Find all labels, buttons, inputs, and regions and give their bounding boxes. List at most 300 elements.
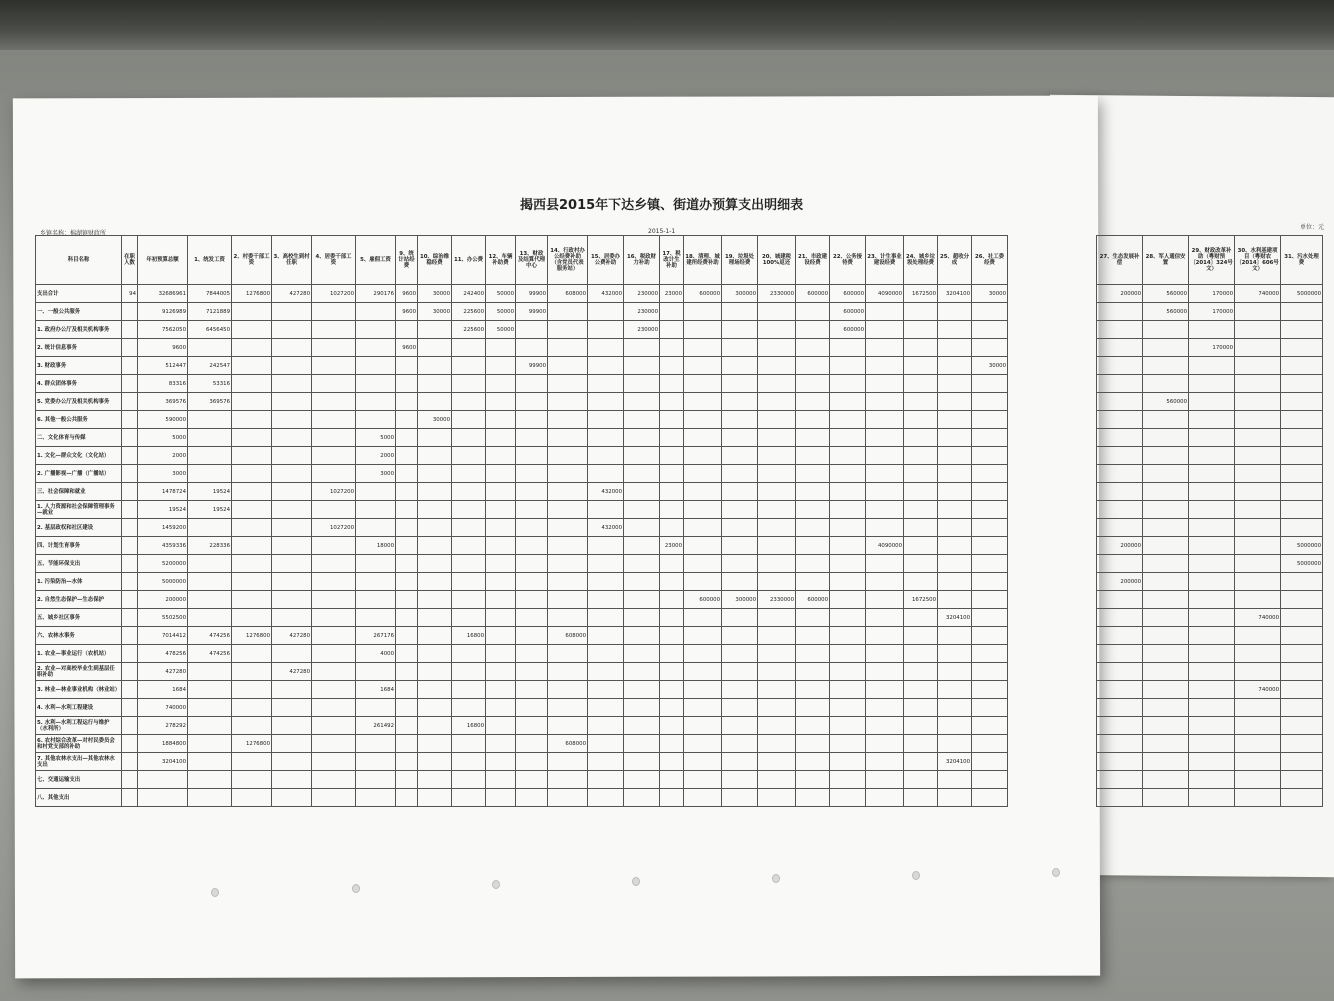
- row-label: 2. 自然生态保护—生态保护: [36, 591, 122, 609]
- table-cell: [312, 321, 356, 339]
- table-cell: 18000: [356, 537, 396, 555]
- table-row: [36, 357, 1008, 375]
- table-cell: [904, 663, 938, 681]
- table-cell: [548, 375, 588, 393]
- table-cell: [418, 537, 452, 555]
- table-cell: [396, 771, 418, 789]
- table-row: [1097, 609, 1323, 627]
- table-cell: [486, 789, 516, 807]
- table-cell: [452, 645, 486, 663]
- table-cell: [188, 411, 232, 429]
- table-cell: [232, 573, 272, 591]
- table-cell: [830, 357, 866, 375]
- table-cell: [418, 591, 452, 609]
- table-cell: [684, 789, 722, 807]
- table-cell: [588, 393, 624, 411]
- table-cell: 99900: [516, 303, 548, 321]
- table-cell: [452, 771, 486, 789]
- table-cell: [938, 555, 972, 573]
- table-cell: [938, 537, 972, 555]
- table-cell: [624, 357, 660, 375]
- table-cell: [1143, 681, 1189, 699]
- table-cell: [796, 789, 830, 807]
- table-cell: [516, 483, 548, 501]
- table-cell: 2330000: [758, 591, 796, 609]
- table-cell: [722, 483, 758, 501]
- table-cell: 242547: [188, 357, 232, 375]
- table-cell: [1097, 429, 1143, 447]
- table-cell: [312, 501, 356, 519]
- table-cell: [684, 393, 722, 411]
- table-cell: [1143, 663, 1189, 681]
- table-cell: [796, 357, 830, 375]
- table-row: [36, 285, 1008, 303]
- table-cell: [232, 753, 272, 771]
- table-cell: [1235, 321, 1281, 339]
- row-label: 2. 广播影视—广播（广播站）: [36, 465, 122, 483]
- table-cell: 50000: [486, 285, 516, 303]
- table-cell: [972, 303, 1008, 321]
- table-cell: [938, 681, 972, 699]
- table-cell: [904, 357, 938, 375]
- table-cell: [312, 681, 356, 699]
- row-label: 1. 人力资源和社会保障管理事务—就业: [36, 501, 122, 519]
- table-cell: [972, 753, 1008, 771]
- table-cell: [418, 717, 452, 735]
- table-cell: 261492: [356, 717, 396, 735]
- table-cell: 50000: [486, 303, 516, 321]
- table-row: [36, 303, 1008, 321]
- table-cell: [548, 771, 588, 789]
- table-cell: [272, 411, 312, 429]
- table-cell: [272, 321, 312, 339]
- table-cell: 7121889: [188, 303, 232, 321]
- table-cell: [1143, 627, 1189, 645]
- table-cell: [1097, 717, 1143, 735]
- table-cell: 170000: [1189, 339, 1235, 357]
- table-cell: [758, 501, 796, 519]
- table-cell: [866, 573, 904, 591]
- table-cell: [972, 339, 1008, 357]
- table-cell: [516, 735, 548, 753]
- table-cell: [938, 411, 972, 429]
- table-cell: 30000: [418, 411, 452, 429]
- table-cell: [722, 699, 758, 717]
- table-cell: [516, 339, 548, 357]
- table-cell: [1235, 357, 1281, 375]
- table-cell: [758, 717, 796, 735]
- table-cell: [1235, 627, 1281, 645]
- table-cell: [684, 663, 722, 681]
- table-cell: [418, 321, 452, 339]
- row-label: 4. 群众团体事务: [36, 375, 122, 393]
- table-cell: [588, 375, 624, 393]
- table-cell: [548, 303, 588, 321]
- table-cell: [312, 573, 356, 591]
- table-cell: [1281, 573, 1323, 591]
- table-cell: [356, 699, 396, 717]
- table-cell: [660, 753, 684, 771]
- table-cell: [624, 501, 660, 519]
- table-cell: [122, 465, 138, 483]
- table-cell: [1143, 699, 1189, 717]
- table-cell: [758, 735, 796, 753]
- table-cell: [312, 735, 356, 753]
- table-cell: 7014412: [138, 627, 188, 645]
- table-cell: 170000: [1189, 303, 1235, 321]
- table-cell: 230000: [624, 303, 660, 321]
- table-cell: [660, 357, 684, 375]
- table-cell: [624, 789, 660, 807]
- table-cell: [418, 627, 452, 645]
- budget-table: [35, 235, 1008, 807]
- table-cell: [904, 321, 938, 339]
- table-cell: [452, 699, 486, 717]
- table-cell: [722, 303, 758, 321]
- table-cell: [758, 321, 796, 339]
- table-cell: 1276800: [232, 285, 272, 303]
- table-cell: [758, 627, 796, 645]
- table-cell: [866, 591, 904, 609]
- table-cell: [684, 681, 722, 699]
- table-row: [1097, 735, 1323, 753]
- column-header: 1、统发工资: [188, 236, 232, 285]
- table-cell: [418, 771, 452, 789]
- table-cell: [866, 429, 904, 447]
- table-cell: [796, 483, 830, 501]
- column-header: 22、公务接待费: [830, 236, 866, 285]
- table-cell: [418, 339, 452, 357]
- table-cell: [866, 447, 904, 465]
- table-cell: [418, 375, 452, 393]
- table-cell: [684, 465, 722, 483]
- table-cell: [972, 519, 1008, 537]
- table-cell: [232, 519, 272, 537]
- table-cell: [1189, 609, 1235, 627]
- table-cell: [972, 411, 1008, 429]
- table-cell: [758, 789, 796, 807]
- table-cell: [1189, 393, 1235, 411]
- table-cell: [660, 609, 684, 627]
- table-cell: [1189, 465, 1235, 483]
- table-cell: [1143, 645, 1189, 663]
- table-cell: [830, 753, 866, 771]
- table-cell: [232, 609, 272, 627]
- table-cell: [122, 393, 138, 411]
- table-cell: [516, 663, 548, 681]
- table-cell: [452, 339, 486, 357]
- table-cell: [486, 645, 516, 663]
- table-cell: [396, 609, 418, 627]
- table-cell: [452, 465, 486, 483]
- township-label: 乡镇名称：棉湖镇财政所: [40, 230, 107, 237]
- table-cell: [722, 519, 758, 537]
- table-cell: [830, 555, 866, 573]
- table-cell: [972, 429, 1008, 447]
- table-cell: [516, 519, 548, 537]
- table-cell: 1459200: [138, 519, 188, 537]
- table-cell: [796, 501, 830, 519]
- table-cell: [272, 393, 312, 411]
- table-row: [1097, 339, 1323, 357]
- table-cell: [548, 321, 588, 339]
- table-cell: [312, 339, 356, 357]
- table-cell: [396, 789, 418, 807]
- table-cell: 512447: [138, 357, 188, 375]
- table-cell: [418, 501, 452, 519]
- table-cell: [972, 699, 1008, 717]
- table-cell: [830, 645, 866, 663]
- table-cell: [122, 735, 138, 753]
- table-row: [36, 375, 1008, 393]
- table-cell: [1143, 555, 1189, 573]
- table-cell: 242400: [452, 285, 486, 303]
- table-cell: 200000: [138, 591, 188, 609]
- table-cell: [684, 321, 722, 339]
- table-cell: [312, 717, 356, 735]
- table-cell: [122, 573, 138, 591]
- table-cell: [548, 555, 588, 573]
- table-cell: 740000: [1235, 285, 1281, 303]
- table-cell: [548, 411, 588, 429]
- table-cell: 474256: [188, 627, 232, 645]
- table-cell: [624, 627, 660, 645]
- table-cell: [830, 663, 866, 681]
- table-cell: [972, 555, 1008, 573]
- table-cell: [516, 411, 548, 429]
- row-label: 五、节能环保支出: [36, 555, 122, 573]
- table-cell: [396, 501, 418, 519]
- column-header: 10、综治维稳经费: [418, 236, 452, 285]
- table-cell: [356, 735, 396, 753]
- table-cell: [1189, 411, 1235, 429]
- table-cell: [588, 789, 624, 807]
- table-cell: [272, 357, 312, 375]
- table-cell: [418, 609, 452, 627]
- unit-label: 单位：元: [1300, 224, 1325, 231]
- row-label: 5. 党委办公厅及相关机构事务: [36, 393, 122, 411]
- table-cell: [418, 483, 452, 501]
- table-row: [36, 465, 1008, 483]
- table-cell: [232, 447, 272, 465]
- table-cell: [684, 411, 722, 429]
- column-header: 25、超收分成: [938, 236, 972, 285]
- table-cell: [232, 483, 272, 501]
- table-cell: [232, 699, 272, 717]
- table-cell: [660, 501, 684, 519]
- table-cell: 3204100: [938, 285, 972, 303]
- column-header: 17、税改计生补助: [660, 236, 684, 285]
- table-cell: [1143, 429, 1189, 447]
- table-cell: [312, 303, 356, 321]
- table-cell: [1097, 339, 1143, 357]
- table-cell: [1281, 699, 1323, 717]
- table-cell: [722, 735, 758, 753]
- table-row: [36, 663, 1008, 681]
- table-cell: [938, 375, 972, 393]
- table-cell: [418, 429, 452, 447]
- table-cell: [452, 357, 486, 375]
- table-cell: [938, 735, 972, 753]
- table-cell: [796, 735, 830, 753]
- table-cell: [1143, 717, 1189, 735]
- table-cell: [1235, 483, 1281, 501]
- table-cell: 600000: [830, 285, 866, 303]
- table-cell: [972, 573, 1008, 591]
- table-cell: [418, 681, 452, 699]
- table-cell: [796, 699, 830, 717]
- table-cell: [588, 573, 624, 591]
- table-cell: 4359336: [138, 537, 188, 555]
- table-cell: 200000: [1097, 285, 1143, 303]
- table-cell: [830, 789, 866, 807]
- table-cell: [660, 447, 684, 465]
- table-cell: [796, 429, 830, 447]
- table-cell: [312, 465, 356, 483]
- table-cell: [272, 303, 312, 321]
- table-cell: [272, 609, 312, 627]
- table-cell: [904, 789, 938, 807]
- table-cell: [418, 519, 452, 537]
- table-cell: [188, 519, 232, 537]
- table-cell: 1684: [356, 681, 396, 699]
- table-row: [36, 789, 1008, 807]
- table-cell: [624, 573, 660, 591]
- table-cell: [1097, 555, 1143, 573]
- binding-hole: [632, 877, 640, 886]
- table-cell: 3204100: [138, 753, 188, 771]
- row-label: 五、城乡社区事务: [36, 609, 122, 627]
- table-cell: [660, 411, 684, 429]
- table-cell: [486, 483, 516, 501]
- table-cell: [396, 447, 418, 465]
- table-cell: [1281, 735, 1323, 753]
- table-cell: [972, 789, 1008, 807]
- column-header: 23、计生事业建设经费: [866, 236, 904, 285]
- column-header: 科目名称: [36, 236, 122, 285]
- table-cell: [396, 753, 418, 771]
- table-cell: [1281, 771, 1323, 789]
- table-cell: [1189, 717, 1235, 735]
- table-cell: [830, 699, 866, 717]
- table-cell: [938, 321, 972, 339]
- table-cell: [588, 663, 624, 681]
- row-label: 3. 财政事务: [36, 357, 122, 375]
- table-cell: [418, 663, 452, 681]
- table-cell: [588, 429, 624, 447]
- table-cell: 474256: [188, 645, 232, 663]
- row-label: 一、一般公共服务: [36, 303, 122, 321]
- table-cell: [418, 699, 452, 717]
- table-cell: 83316: [138, 375, 188, 393]
- table-cell: [122, 411, 138, 429]
- table-cell: [356, 303, 396, 321]
- table-cell: [722, 501, 758, 519]
- table-cell: [758, 537, 796, 555]
- table-cell: [188, 429, 232, 447]
- table-cell: [904, 753, 938, 771]
- table-cell: [830, 609, 866, 627]
- table-cell: 3204100: [938, 609, 972, 627]
- table-cell: [588, 609, 624, 627]
- table-cell: [272, 339, 312, 357]
- table-row: [36, 339, 1008, 357]
- table-cell: [938, 699, 972, 717]
- row-label: 1. 污染防治—水体: [36, 573, 122, 591]
- table-cell: [1097, 789, 1143, 807]
- table-cell: [866, 555, 904, 573]
- table-cell: [866, 699, 904, 717]
- table-cell: [312, 411, 356, 429]
- table-cell: [356, 591, 396, 609]
- table-cell: [548, 537, 588, 555]
- table-cell: [1235, 429, 1281, 447]
- table-cell: [516, 465, 548, 483]
- document-title: 揭西县2015年下达乡镇、街道办预算支出明细表: [520, 198, 804, 213]
- table-cell: [938, 393, 972, 411]
- table-cell: [312, 771, 356, 789]
- table-cell: [452, 681, 486, 699]
- table-cell: 608000: [548, 627, 588, 645]
- table-cell: 5000000: [1281, 537, 1323, 555]
- table-cell: 7562050: [138, 321, 188, 339]
- table-cell: [1235, 339, 1281, 357]
- table-cell: [418, 753, 452, 771]
- table-cell: [188, 771, 232, 789]
- table-row: [36, 447, 1008, 465]
- table-cell: [972, 483, 1008, 501]
- column-header: 27、生态发展补偿: [1097, 236, 1143, 285]
- row-label: 1. 文化—群众文化（文化站）: [36, 447, 122, 465]
- table-cell: [830, 483, 866, 501]
- table-cell: 3000: [356, 465, 396, 483]
- table-cell: [684, 357, 722, 375]
- table-cell: [232, 771, 272, 789]
- table-cell: [486, 753, 516, 771]
- table-cell: [624, 591, 660, 609]
- table-cell: [866, 735, 904, 753]
- table-row: [36, 429, 1008, 447]
- table-cell: [188, 735, 232, 753]
- table-cell: [452, 573, 486, 591]
- table-cell: [1281, 339, 1323, 357]
- table-cell: 560000: [1143, 303, 1189, 321]
- table-cell: [312, 789, 356, 807]
- table-cell: [548, 393, 588, 411]
- table-row: [1097, 285, 1323, 303]
- table-cell: [1189, 573, 1235, 591]
- table-cell: [758, 339, 796, 357]
- binding-hole: [211, 888, 219, 897]
- table-cell: [722, 681, 758, 699]
- table-cell: [1097, 645, 1143, 663]
- table-cell: [1143, 501, 1189, 519]
- table-cell: [660, 627, 684, 645]
- table-cell: 225600: [452, 321, 486, 339]
- table-cell: [188, 555, 232, 573]
- table-cell: [1097, 681, 1143, 699]
- table-row: [36, 591, 1008, 609]
- table-cell: [516, 645, 548, 663]
- table-cell: [938, 627, 972, 645]
- table-cell: [516, 627, 548, 645]
- table-cell: [272, 519, 312, 537]
- table-cell: [660, 573, 684, 591]
- table-cell: [830, 375, 866, 393]
- row-label: 四、计划生育事务: [36, 537, 122, 555]
- table-row: [36, 681, 1008, 699]
- table-cell: [1189, 771, 1235, 789]
